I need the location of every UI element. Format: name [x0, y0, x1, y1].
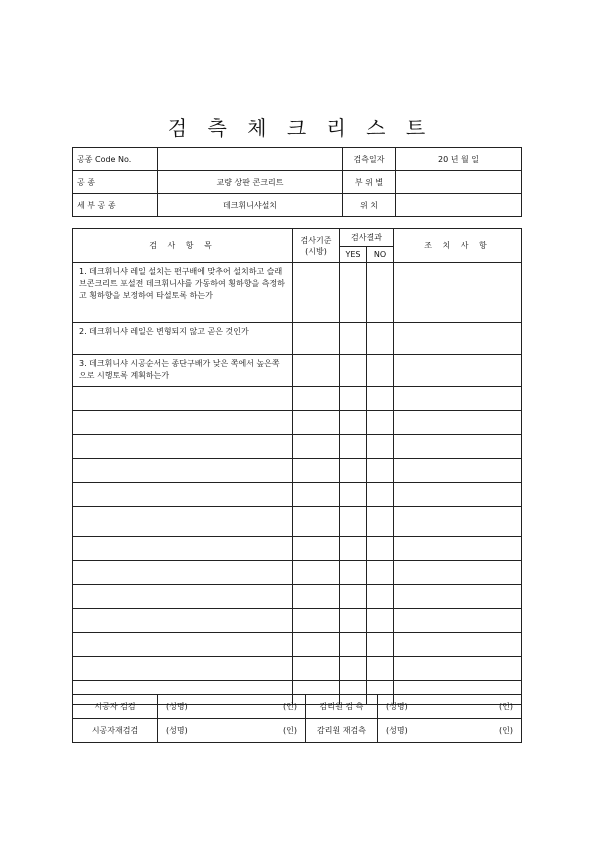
- seal-label: (인): [283, 702, 297, 711]
- empty-item-cell[interactable]: [73, 585, 293, 609]
- action-cell[interactable]: [394, 609, 522, 633]
- action-cell[interactable]: [394, 263, 522, 323]
- check-item-2: 2. 데크휘니샤 레일은 변형되지 않고 곧은 것인가: [73, 323, 293, 355]
- yes-cell[interactable]: [340, 561, 367, 585]
- no-cell[interactable]: [367, 537, 394, 561]
- empty-item-cell[interactable]: [73, 483, 293, 507]
- action-cell[interactable]: [394, 355, 522, 387]
- no-cell[interactable]: [367, 633, 394, 657]
- action-cell[interactable]: [394, 323, 522, 355]
- seal-label: (인): [499, 726, 513, 735]
- criteria-cell[interactable]: [293, 507, 340, 537]
- contractor-signature[interactable]: [158, 695, 306, 719]
- criteria-cell[interactable]: [293, 609, 340, 633]
- empty-item-cell[interactable]: [73, 609, 293, 633]
- name-label: (성명): [166, 702, 188, 711]
- empty-item-cell[interactable]: [73, 561, 293, 585]
- criteria-cell[interactable]: [293, 411, 340, 435]
- yes-header: YES: [340, 247, 367, 263]
- action-cell[interactable]: [394, 411, 522, 435]
- criteria-cell[interactable]: [293, 263, 340, 323]
- criteria-cell[interactable]: [293, 537, 340, 561]
- no-cell[interactable]: [367, 657, 394, 681]
- criteria-cell[interactable]: [293, 387, 340, 411]
- no-cell[interactable]: [367, 459, 394, 483]
- sub-value[interactable]: 데크휘니샤설치: [158, 194, 343, 217]
- action-cell[interactable]: [394, 459, 522, 483]
- yes-cell[interactable]: [340, 585, 367, 609]
- yes-cell[interactable]: [340, 411, 367, 435]
- no-cell[interactable]: [367, 323, 394, 355]
- no-cell[interactable]: [367, 585, 394, 609]
- result-header: 검사결과: [340, 229, 394, 247]
- check-item-1: 1. 데크휘니샤 레일 설치는 편구배에 맞추어 설치하고 슬래브콘크리트 포설전 데크휘니샤를 가동하여 횡하향을 측정하고 횡하향을 보정하여 타설토록 하는가: [73, 263, 293, 323]
- action-cell[interactable]: [394, 435, 522, 459]
- date-value[interactable]: 20 년 월 일: [396, 148, 522, 171]
- criteria-cell[interactable]: [293, 355, 340, 387]
- no-cell[interactable]: [367, 561, 394, 585]
- criteria-cell[interactable]: [293, 561, 340, 585]
- dept-label: 부 위 별: [343, 171, 396, 194]
- action-header: 조 치 사 항: [394, 229, 522, 263]
- yes-cell[interactable]: [340, 263, 367, 323]
- signature-table: [72, 694, 522, 743]
- criteria-cell[interactable]: [293, 483, 340, 507]
- yes-cell[interactable]: [340, 483, 367, 507]
- code-value[interactable]: [158, 148, 343, 171]
- no-cell[interactable]: [367, 609, 394, 633]
- supervisor-label: 감리원 검 측: [306, 695, 378, 719]
- contractor-recheck-signature[interactable]: [158, 719, 306, 743]
- empty-item-cell[interactable]: [73, 459, 293, 483]
- action-cell[interactable]: [394, 483, 522, 507]
- criteria-cell[interactable]: [293, 633, 340, 657]
- action-cell[interactable]: [394, 537, 522, 561]
- yes-cell[interactable]: [340, 537, 367, 561]
- criteria-header: 검사기준 (시방): [293, 229, 340, 263]
- no-cell[interactable]: [367, 411, 394, 435]
- criteria-cell[interactable]: [293, 459, 340, 483]
- info-table: [72, 147, 522, 217]
- action-cell[interactable]: [394, 561, 522, 585]
- empty-item-cell[interactable]: [73, 387, 293, 411]
- page-title: 검 측 체 크 리 스 트: [167, 116, 428, 140]
- empty-item-cell[interactable]: [73, 435, 293, 459]
- code-label: 공종 Code No.: [73, 148, 158, 171]
- yes-cell[interactable]: [340, 387, 367, 411]
- no-cell[interactable]: [367, 355, 394, 387]
- yes-cell[interactable]: [340, 435, 367, 459]
- criteria-cell[interactable]: [293, 323, 340, 355]
- yes-cell[interactable]: [340, 507, 367, 537]
- empty-item-cell[interactable]: [73, 507, 293, 537]
- supervisor-signature[interactable]: [378, 695, 522, 719]
- no-cell[interactable]: [367, 387, 394, 411]
- no-cell[interactable]: [367, 483, 394, 507]
- no-cell[interactable]: [367, 507, 394, 537]
- name-label: (성명): [166, 726, 188, 735]
- yes-cell[interactable]: [340, 609, 367, 633]
- criteria-cell[interactable]: [293, 585, 340, 609]
- date-label: 검측일자: [343, 148, 396, 171]
- criteria-cell[interactable]: [293, 657, 340, 681]
- contractor-label: 시공자 검검: [73, 695, 158, 719]
- action-cell[interactable]: [394, 585, 522, 609]
- work-value[interactable]: 교량 상판 콘크리트: [158, 171, 343, 194]
- no-cell[interactable]: [367, 435, 394, 459]
- loc-label: 위 치: [343, 194, 396, 217]
- supervisor-recheck-label: 감리원 재검측: [306, 719, 378, 743]
- sub-label: 세 부 공 종: [73, 194, 158, 217]
- empty-item-cell[interactable]: [73, 657, 293, 681]
- name-label: (성명): [386, 702, 408, 711]
- seal-label: (인): [499, 702, 513, 711]
- work-label: 공 종: [73, 171, 158, 194]
- action-cell[interactable]: [394, 507, 522, 537]
- empty-item-cell[interactable]: [73, 633, 293, 657]
- supervisor-recheck-signature[interactable]: [378, 719, 522, 743]
- action-cell[interactable]: [394, 387, 522, 411]
- action-cell[interactable]: [394, 657, 522, 681]
- checklist-table: [72, 228, 522, 705]
- name-label: (성명): [386, 726, 408, 735]
- empty-item-cell[interactable]: [73, 537, 293, 561]
- action-cell[interactable]: [394, 633, 522, 657]
- yes-cell[interactable]: [340, 355, 367, 387]
- check-item-3: 3. 데크휘니샤 시공순서는 종단구배가 낮은 쪽에서 높은쪽으로 시행토록 계획하는가: [73, 355, 293, 387]
- yes-cell[interactable]: [340, 657, 367, 681]
- items-header: 검 사 항 목: [73, 229, 293, 263]
- no-cell[interactable]: [367, 263, 394, 323]
- contractor-recheck-label: 시공자재검검: [73, 719, 158, 743]
- no-header: NO: [367, 247, 394, 263]
- loc-value[interactable]: [396, 194, 522, 217]
- dept-value[interactable]: [396, 171, 522, 194]
- criteria-cell[interactable]: [293, 435, 340, 459]
- yes-cell[interactable]: [340, 459, 367, 483]
- seal-label: (인): [283, 726, 297, 735]
- yes-cell[interactable]: [340, 633, 367, 657]
- yes-cell[interactable]: [340, 323, 367, 355]
- empty-item-cell[interactable]: [73, 411, 293, 435]
